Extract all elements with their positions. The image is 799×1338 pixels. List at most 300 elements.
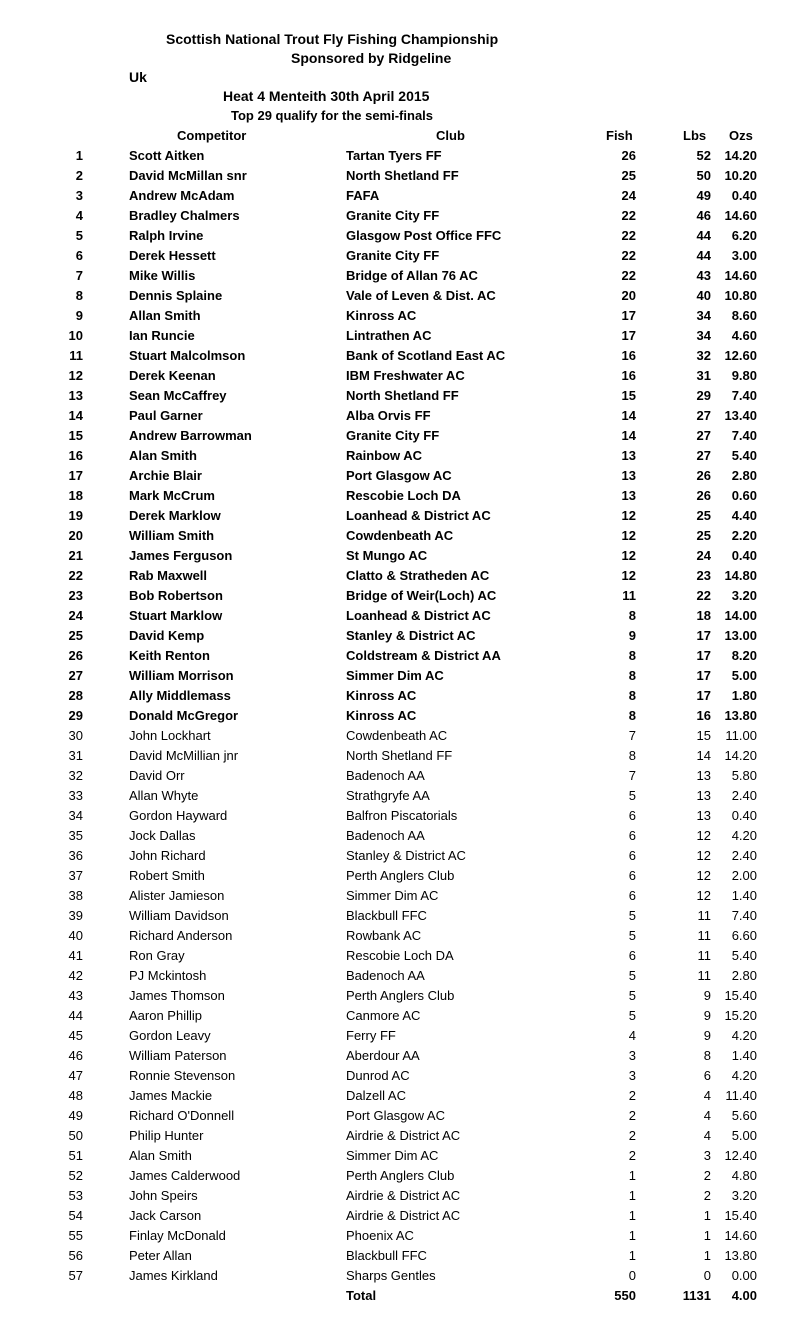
table-row (0, 246, 799, 266)
lbs-cell: 9 (703, 1008, 711, 1023)
lbs-cell: 18 (696, 608, 711, 623)
club-cell: Bridge of Allan 76 AC (346, 268, 478, 283)
rank-cell: 13 (68, 388, 83, 403)
lbs-cell: 34 (696, 328, 711, 343)
club-cell: North Shetland FF (346, 168, 459, 183)
lbs-cell: 0 (703, 1268, 711, 1283)
club-cell: North Shetland FF (346, 748, 453, 763)
table-row (0, 386, 799, 406)
lbs-cell: 50 (696, 168, 711, 183)
club-cell: Simmer Dim AC (346, 1148, 439, 1163)
club-cell: Tartan Tyers FF (346, 148, 442, 163)
fish-cell: 3 (628, 1068, 636, 1083)
rank-cell: 42 (68, 968, 83, 983)
fish-cell: 12 (621, 528, 636, 543)
ozs-cell: 12.60 (724, 348, 757, 363)
table-row (0, 626, 799, 646)
lbs-cell: 15 (696, 728, 711, 743)
rank-cell: 56 (68, 1248, 83, 1263)
lbs-cell: 27 (696, 428, 711, 443)
rank-cell: 44 (68, 1008, 83, 1023)
competitor-cell: Alan Smith (129, 448, 197, 463)
rank-cell: 21 (68, 548, 83, 563)
competitor-cell: Gordon Leavy (129, 1028, 211, 1043)
ozs-cell: 15.40 (724, 1208, 757, 1223)
competitor-cell: Derek Keenan (129, 368, 216, 383)
table-row (0, 146, 799, 166)
ozs-cell: 1.40 (731, 888, 757, 903)
table-row (0, 946, 799, 966)
club-cell: Canmore AC (346, 1008, 421, 1023)
club-cell: Dalzell AC (346, 1088, 406, 1103)
club-cell: Rescobie Loch DA (346, 948, 454, 963)
total-label: Total (346, 1288, 377, 1303)
ozs-cell: 1.40 (731, 1048, 757, 1063)
competitor-cell: Richard Anderson (129, 928, 233, 943)
competitor-cell: David McMillan snr (129, 168, 247, 183)
table-row (0, 426, 799, 446)
ozs-cell: 6.20 (731, 228, 757, 243)
competitor-cell: William Paterson (129, 1048, 227, 1063)
table-header (0, 126, 799, 146)
fish-cell: 22 (621, 208, 636, 223)
fish-cell: 6 (628, 868, 636, 883)
competitor-cell: John Speirs (129, 1188, 198, 1203)
rank-cell: 18 (68, 488, 83, 503)
ozs-cell: 3.20 (731, 1188, 757, 1203)
club-cell: Perth Anglers Club (346, 988, 455, 1003)
ozs-cell: 10.20 (724, 168, 757, 183)
lbs-cell: 2 (703, 1168, 711, 1183)
competitor-cell: James Thomson (129, 988, 225, 1003)
club-cell: Dunrod AC (346, 1068, 410, 1083)
fish-cell: 13 (621, 448, 636, 463)
competitor-cell: Ian Runcie (129, 328, 195, 343)
fish-cell: 6 (628, 948, 636, 963)
table-row (0, 546, 799, 566)
rank-cell: 40 (68, 928, 83, 943)
rank-cell: 7 (75, 268, 83, 283)
club-cell: Phoenix AC (346, 1228, 414, 1243)
rank-cell: 31 (68, 748, 83, 763)
table-row (0, 306, 799, 326)
competitor-cell: Keith Renton (129, 648, 210, 663)
rank-cell: 38 (68, 888, 83, 903)
fish-cell: 16 (621, 368, 636, 383)
rank-cell: 11 (69, 348, 83, 363)
lbs-cell: 1 (703, 1228, 711, 1243)
competitor-cell: Mike Willis (129, 268, 196, 283)
table-row (0, 586, 799, 606)
ozs-cell: 6.60 (731, 928, 757, 943)
rank-cell: 48 (68, 1088, 83, 1103)
club-cell: Airdrie & District AC (346, 1188, 461, 1203)
table-row (0, 866, 799, 886)
ozs-cell: 4.20 (731, 1028, 757, 1043)
table-row (0, 826, 799, 846)
fish-cell: 14 (621, 408, 636, 423)
competitor-cell: Allan Smith (129, 308, 201, 323)
lbs-cell: 29 (696, 388, 711, 403)
table-row (0, 1226, 799, 1246)
club-cell: FAFA (346, 188, 380, 203)
competitor-cell: James Mackie (129, 1088, 213, 1103)
table-row (0, 1106, 799, 1126)
table-row (0, 186, 799, 206)
competitor-cell: Derek Hessett (129, 248, 216, 263)
lbs-cell: 13 (696, 788, 711, 803)
table-row (0, 446, 799, 466)
club-cell: Badenoch AA (346, 968, 425, 983)
fish-cell: 2 (628, 1148, 636, 1163)
lbs-cell: 17 (696, 628, 711, 643)
rank-cell: 33 (68, 788, 83, 803)
club-cell: Port Glasgow AC (346, 1108, 445, 1123)
club-cell: Aberdour AA (346, 1048, 420, 1063)
fish-cell: 8 (628, 688, 636, 703)
ozs-cell: 0.40 (731, 548, 757, 563)
club-cell: Simmer Dim AC (346, 668, 444, 683)
fish-cell: 0 (628, 1268, 636, 1283)
table-row (0, 666, 799, 686)
table-row (0, 686, 799, 706)
fish-cell: 25 (621, 168, 636, 183)
competitor-cell: Paul Garner (129, 408, 203, 423)
ozs-cell: 14.00 (724, 608, 757, 623)
qualify-note: Top 29 qualify for the semi-finals (231, 108, 434, 123)
table-row (0, 226, 799, 246)
lbs-cell: 12 (696, 868, 711, 883)
rank-cell: 34 (68, 808, 83, 823)
lbs-cell: 16 (696, 708, 711, 723)
rank-cell: 29 (68, 708, 83, 723)
ozs-cell: 5.00 (731, 1128, 757, 1143)
rank-cell: 1 (75, 148, 83, 163)
total-row (0, 1286, 799, 1306)
fish-cell: 5 (628, 928, 636, 943)
total-ozs: 4.00 (731, 1288, 757, 1303)
rank-cell: 4 (75, 208, 83, 223)
table-row (0, 766, 799, 786)
rank-cell: 22 (68, 568, 83, 583)
table-row (0, 466, 799, 486)
lbs-cell: 32 (696, 348, 711, 363)
competitor-cell: Andrew McAdam (129, 188, 235, 203)
club-cell: Clatto & Stratheden AC (346, 568, 490, 583)
ozs-cell: 8.60 (731, 308, 757, 323)
fish-cell: 5 (628, 908, 636, 923)
fish-cell: 12 (621, 508, 636, 523)
fish-cell: 8 (628, 608, 636, 623)
table-row (0, 906, 799, 926)
competitor-cell: David Kemp (129, 628, 205, 643)
lbs-cell: 1 (703, 1248, 711, 1263)
lbs-cell: 3 (703, 1148, 711, 1163)
lbs-cell: 44 (696, 248, 711, 263)
competitor-cell: PJ Mckintosh (129, 968, 207, 983)
lbs-cell: 13 (696, 808, 711, 823)
table-row (0, 746, 799, 766)
table-row (0, 846, 799, 866)
sponsor-line: Sponsored by Ridgeline (291, 50, 452, 66)
table-row (0, 1206, 799, 1226)
lbs-cell: 43 (696, 268, 711, 283)
club-cell: St Mungo AC (346, 548, 428, 563)
club-cell: Granite City FF (346, 248, 440, 263)
fish-cell: 20 (621, 288, 636, 303)
club-cell: Perth Anglers Club (346, 868, 455, 883)
table-row (0, 726, 799, 746)
table-row (0, 1066, 799, 1086)
country-label: Uk (129, 69, 147, 85)
lbs-cell: 24 (696, 548, 711, 563)
fish-cell: 11 (622, 588, 636, 603)
club-cell: Blackbull FFC (346, 1248, 427, 1263)
lbs-cell: 12 (696, 888, 711, 903)
lbs-cell: 25 (696, 508, 711, 523)
club-cell: Lintrathen AC (346, 328, 432, 343)
competitor-cell: Rab Maxwell (129, 568, 208, 583)
fish-cell: 22 (621, 268, 636, 283)
rank-cell: 15 (68, 428, 83, 443)
ozs-cell: 7.40 (731, 428, 757, 443)
lbs-cell: 11 (697, 968, 711, 983)
lbs-cell: 25 (696, 528, 711, 543)
lbs-cell: 26 (696, 468, 711, 483)
total-lbs: 1131 (682, 1288, 711, 1303)
rank-cell: 14 (68, 408, 83, 423)
competitor-cell: Ally Middlemass (129, 688, 231, 703)
table-row (0, 646, 799, 666)
ozs-cell: 4.20 (731, 1068, 757, 1083)
table-row (0, 1126, 799, 1146)
lbs-cell: 8 (703, 1048, 711, 1063)
fish-cell: 6 (628, 888, 636, 903)
ozs-cell: 11.40 (725, 1088, 757, 1103)
table-row (0, 206, 799, 226)
competitor-cell: Sean McCaffrey (129, 388, 227, 403)
competitor-cell: Bradley Chalmers (129, 208, 240, 223)
table-row (0, 1166, 799, 1186)
club-cell: Alba Orvis FF (346, 408, 431, 423)
ozs-cell: 15.20 (724, 1008, 757, 1023)
rank-cell: 47 (68, 1068, 83, 1083)
fish-cell: 5 (628, 1008, 636, 1023)
lbs-cell: 4 (703, 1108, 711, 1123)
table-row (0, 286, 799, 306)
lbs-cell: 11 (697, 908, 711, 923)
club-cell: Granite City FF (346, 208, 440, 223)
competitor-cell: Finlay McDonald (129, 1228, 226, 1243)
competitor-cell: Archie Blair (129, 468, 202, 483)
fish-cell: 17 (621, 328, 636, 343)
competitor-cell: Peter Allan (129, 1248, 192, 1263)
club-cell: Cowdenbeath AC (346, 528, 454, 543)
competitor-cell: Aaron Phillip (129, 1008, 202, 1023)
table-row (0, 1246, 799, 1266)
ozs-cell: 0.00 (731, 1268, 757, 1283)
table-row (0, 166, 799, 186)
club-cell: North Shetland FF (346, 388, 459, 403)
ozs-cell: 2.40 (731, 788, 757, 803)
lbs-cell: 2 (703, 1188, 711, 1203)
rank-cell: 49 (68, 1108, 83, 1123)
ozs-cell: 3.00 (731, 248, 757, 263)
rank-cell: 17 (68, 468, 83, 483)
club-cell: Simmer Dim AC (346, 888, 439, 903)
competitor-cell: Mark McCrum (129, 488, 215, 503)
ozs-cell: 14.80 (724, 568, 757, 583)
club-cell: Kinross AC (346, 308, 417, 323)
fish-cell: 9 (628, 628, 636, 643)
lbs-cell: 40 (696, 288, 711, 303)
table-row (0, 1086, 799, 1106)
competitor-cell: Alister Jamieson (129, 888, 225, 903)
fish-cell: 22 (621, 228, 636, 243)
ozs-cell: 2.80 (731, 468, 757, 483)
ozs-cell: 14.60 (724, 208, 757, 223)
rank-cell: 10 (68, 328, 83, 343)
lbs-cell: 14 (696, 748, 711, 763)
competitor-cell: Ralph Irvine (129, 228, 204, 243)
table-row (0, 1146, 799, 1166)
ozs-cell: 2.80 (731, 968, 757, 983)
table-row (0, 1046, 799, 1066)
club-cell: Glasgow Post Office FFC (346, 228, 502, 243)
fish-cell: 8 (628, 668, 636, 683)
competitor-cell: Ronnie Stevenson (129, 1068, 236, 1083)
ozs-cell: 3.20 (731, 588, 757, 603)
competitor-cell: Alan Smith (129, 1148, 192, 1163)
table-row (0, 526, 799, 546)
fish-cell: 1 (628, 1248, 636, 1263)
total-fish: 550 (614, 1288, 636, 1303)
rank-cell: 32 (68, 768, 83, 783)
table-row (0, 486, 799, 506)
rank-cell: 53 (68, 1188, 83, 1203)
ozs-cell: 2.20 (731, 528, 757, 543)
ozs-cell: 5.80 (731, 768, 757, 783)
page-title: Scottish National Trout Fly Fishing Championship (166, 31, 499, 47)
club-cell: Loanhead & District AC (346, 608, 491, 623)
rank-cell: 27 (68, 668, 83, 683)
fish-cell: 2 (628, 1088, 636, 1103)
ozs-cell: 4.20 (731, 828, 757, 843)
fish-cell: 13 (621, 468, 636, 483)
rank-cell: 12 (68, 368, 83, 383)
competitor-cell: Bob Robertson (129, 588, 223, 603)
competitor-cell: Donald McGregor (129, 708, 239, 723)
fish-cell: 5 (628, 988, 636, 1003)
fish-cell: 1 (628, 1228, 636, 1243)
ozs-cell: 9.80 (731, 368, 757, 383)
rank-cell: 35 (68, 828, 83, 843)
rank-cell: 2 (75, 168, 83, 183)
fish-cell: 8 (628, 648, 636, 663)
competitor-cell: Jock Dallas (129, 828, 196, 843)
competitor-cell: Allan Whyte (129, 788, 199, 803)
rank-cell: 45 (68, 1028, 83, 1043)
competitor-cell: Stuart Malcolmson (129, 348, 246, 363)
lbs-cell: 4 (703, 1128, 711, 1143)
fish-cell: 13 (621, 488, 636, 503)
competitor-cell: Jack Carson (129, 1208, 202, 1223)
ozs-cell: 0.40 (731, 808, 757, 823)
table-row (0, 706, 799, 726)
lbs-cell: 11 (697, 928, 711, 943)
competitor-cell: William Morrison (129, 668, 234, 683)
table-row (0, 326, 799, 346)
ozs-cell: 13.80 (724, 1248, 757, 1263)
competitor-cell: William Smith (129, 528, 215, 543)
competitor-cell: Dennis Splaine (129, 288, 223, 303)
ozs-cell: 2.40 (731, 848, 757, 863)
club-cell: Kinross AC (346, 708, 417, 723)
ozs-cell: 15.40 (724, 988, 757, 1003)
competitor-cell: Scott Aitken (129, 148, 205, 163)
ozs-cell: 4.80 (731, 1168, 757, 1183)
rank-cell: 39 (68, 908, 83, 923)
rank-cell: 28 (68, 688, 83, 703)
club-cell: Ferry FF (346, 1028, 396, 1043)
rank-cell: 55 (68, 1228, 83, 1243)
fish-cell: 26 (621, 148, 636, 163)
table-row (0, 366, 799, 386)
lbs-cell: 12 (696, 828, 711, 843)
competitor-cell: Philip Hunter (129, 1128, 204, 1143)
rank-cell: 50 (68, 1128, 83, 1143)
lbs-cell: 17 (696, 648, 711, 663)
table-row (0, 806, 799, 826)
lbs-cell: 17 (696, 668, 711, 683)
column-header-fish: Fish (606, 128, 633, 143)
fish-cell: 7 (628, 768, 636, 783)
club-cell: Blackbull FFC (346, 908, 427, 923)
fish-cell: 1 (628, 1208, 636, 1223)
competitor-cell: Ron Gray (129, 948, 185, 963)
ozs-cell: 8.20 (731, 648, 757, 663)
lbs-cell: 27 (696, 448, 711, 463)
club-cell: IBM Freshwater AC (346, 368, 465, 383)
fish-cell: 4 (628, 1028, 636, 1043)
lbs-cell: 34 (696, 308, 711, 323)
club-cell: Rainbow AC (346, 448, 423, 463)
heat-title: Heat 4 Menteith 30th April 2015 (223, 88, 430, 104)
ozs-cell: 13.00 (724, 628, 757, 643)
rank-cell: 19 (68, 508, 83, 523)
fish-cell: 24 (621, 188, 636, 203)
fish-cell: 22 (621, 248, 636, 263)
ozs-cell: 13.40 (724, 408, 757, 423)
lbs-cell: 17 (696, 688, 711, 703)
rank-cell: 20 (68, 528, 83, 543)
club-cell: Stanley & District AC (346, 848, 466, 863)
table-row (0, 786, 799, 806)
fish-cell: 8 (628, 708, 636, 723)
fish-cell: 14 (621, 428, 636, 443)
column-header-competitor: Competitor (177, 128, 247, 143)
competitor-cell: Derek Marklow (129, 508, 221, 523)
table-row (0, 1026, 799, 1046)
lbs-cell: 46 (696, 208, 711, 223)
lbs-cell: 9 (703, 988, 711, 1003)
table-row (0, 886, 799, 906)
lbs-cell: 44 (696, 228, 711, 243)
competitor-cell: Richard O'Donnell (129, 1108, 235, 1123)
lbs-cell: 22 (696, 588, 711, 603)
ozs-cell: 5.60 (731, 1108, 757, 1123)
table-row (0, 506, 799, 526)
